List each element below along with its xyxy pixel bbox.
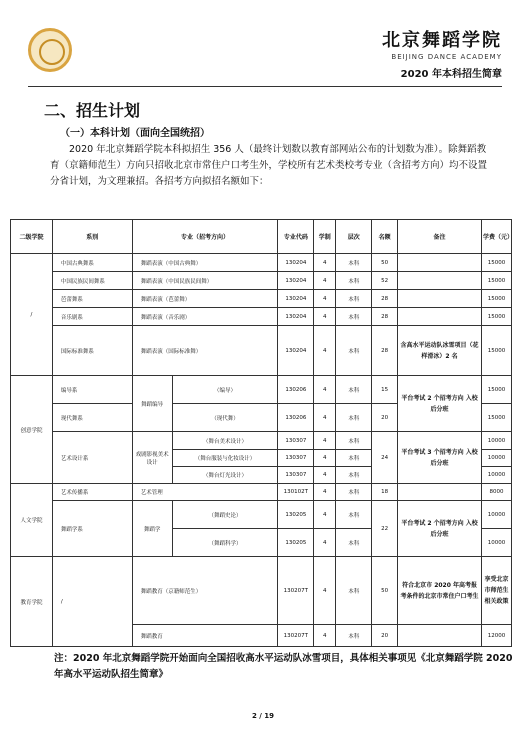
sub-direction-cell: （舞蹈科学）: [172, 529, 278, 557]
major-cell: 舞蹈表演（芭蕾舞）: [132, 290, 278, 308]
header-level: 层次: [336, 220, 372, 254]
major-cell: 舞蹈表演（音乐剧）: [132, 308, 278, 326]
table-row: [11, 290, 512, 308]
code-cell: 130307: [278, 467, 314, 484]
table-row: [11, 272, 512, 290]
fee-cell: 10000: [481, 529, 511, 557]
sub-direction-cell: （舞台美术设计）: [172, 432, 278, 450]
header-dept: 系别: [52, 220, 132, 254]
code-cell: 130204: [278, 326, 314, 376]
header-code: 专业代码: [278, 220, 314, 254]
quota-cell: 15: [372, 376, 398, 404]
major-cell: 艺术管理: [132, 484, 278, 501]
years-cell: 4: [314, 272, 336, 290]
table-row: [11, 254, 512, 272]
college-cell: 人文学院: [11, 484, 53, 557]
note-cell: [398, 308, 482, 326]
page-number: 2 / 19: [251, 712, 275, 720]
fee-cell: 12000: [481, 625, 511, 647]
sub-direction-cell: （舞蹈史论）: [172, 501, 278, 529]
sub-direction-cell: （舞台服装与化妆设计）: [172, 450, 278, 467]
code-cell: 130207T: [278, 557, 314, 625]
fee-cell: 15000: [481, 376, 511, 404]
note-cell: [398, 625, 482, 647]
note-cell: [398, 290, 482, 308]
major-cell: 舞蹈表演（国际标准舞）: [132, 326, 278, 376]
quota-cell: 28: [372, 290, 398, 308]
table-row: [11, 376, 512, 404]
quota-cell: 52: [372, 272, 398, 290]
note-cell: 平台考试 2 个招考方向 入校后分班: [398, 376, 482, 432]
level-cell: 本科: [336, 529, 372, 557]
code-cell: 130207T: [278, 625, 314, 647]
dept-cell: 国际标准舞系: [52, 326, 132, 376]
major-cell: 舞蹈表演（中国民族民间舞）: [132, 272, 278, 290]
level-cell: 本科: [336, 501, 372, 529]
dept-cell: 艺术设计系: [52, 432, 132, 484]
guide-title: 2020 年本科招生简章: [400, 69, 502, 80]
college-cell: 教育学院: [11, 557, 53, 647]
code-cell: 130204: [278, 254, 314, 272]
header-quota: 名额: [372, 220, 398, 254]
dept-cell: 芭蕾舞系: [52, 290, 132, 308]
section-title: 二、招生计划: [44, 101, 141, 120]
level-cell: 本科: [336, 450, 372, 467]
fee-cell: 10000: [481, 501, 511, 529]
table-row: [11, 308, 512, 326]
years-cell: 4: [314, 484, 336, 501]
years-cell: 4: [314, 467, 336, 484]
quota-cell: 20: [372, 625, 398, 647]
fee-cell: 10000: [481, 467, 511, 484]
note-cell: [398, 272, 482, 290]
sub-direction-cell: （现代舞）: [172, 404, 278, 432]
code-cell: 130307: [278, 432, 314, 450]
major-cell: 舞蹈教育: [132, 625, 278, 647]
level-cell: 本科: [336, 308, 372, 326]
code-cell: 130206: [278, 404, 314, 432]
major-cell: 舞蹈编导: [132, 376, 172, 432]
years-cell: 4: [314, 432, 336, 450]
note-cell: 平台考试 3 个招考方向 入校后分班: [398, 432, 482, 484]
note-cell: [398, 254, 482, 272]
school-name: 北京舞蹈学院: [382, 30, 502, 51]
fee-cell: 15000: [481, 326, 511, 376]
header-branding: [322, 26, 502, 80]
code-cell: 130204: [278, 290, 314, 308]
level-cell: 本科: [336, 404, 372, 432]
header-divider: [28, 86, 502, 87]
fee-cell: 8000: [481, 484, 511, 501]
header-years: 学制: [314, 220, 336, 254]
major-cell: 戏剧影视美术设计: [132, 432, 172, 484]
years-cell: 4: [314, 376, 336, 404]
table-row: [11, 557, 512, 625]
major-cell: 舞蹈学: [132, 501, 172, 557]
quota-cell: 18: [372, 484, 398, 501]
code-cell: 130102T: [278, 484, 314, 501]
dept-cell: 舞蹈学系: [52, 501, 132, 557]
years-cell: 4: [314, 254, 336, 272]
dept-cell: 编导系: [52, 376, 132, 404]
table-row: [11, 432, 512, 450]
header-note: 备注: [398, 220, 482, 254]
school-logo: [28, 28, 72, 72]
quota-cell: 50: [372, 557, 398, 625]
code-cell: 130206: [278, 376, 314, 404]
dept-cell: /: [52, 557, 132, 647]
quota-cell: 22: [372, 501, 398, 557]
footnote: 注：2020 年北京舞蹈学院开始面向全国招收高水平运动队冰雪项目，具体相关事项见《北京舞蹈学院 2020 年高水平运动队招生简章》: [54, 653, 513, 680]
table-row: [11, 501, 512, 529]
note-cell: [398, 484, 482, 501]
years-cell: 4: [314, 326, 336, 376]
level-cell: 本科: [336, 484, 372, 501]
years-cell: 4: [314, 450, 336, 467]
years-cell: 4: [314, 557, 336, 625]
level-cell: 本科: [336, 254, 372, 272]
fee-cell: 15000: [481, 404, 511, 432]
years-cell: 4: [314, 404, 336, 432]
code-cell: 130205: [278, 501, 314, 529]
dept-cell: 现代舞系: [52, 404, 132, 432]
header-college: 二级学院: [11, 220, 53, 254]
level-cell: 本科: [336, 557, 372, 625]
level-cell: 本科: [336, 272, 372, 290]
sub-direction-cell: （编导）: [172, 376, 278, 404]
code-cell: 130204: [278, 308, 314, 326]
code-cell: 130307: [278, 450, 314, 467]
table-row: [11, 484, 512, 501]
years-cell: 4: [314, 625, 336, 647]
level-cell: 本科: [336, 376, 372, 404]
major-cell: 舞蹈教育（京籍师范生）: [132, 557, 278, 625]
quota-cell: 50: [372, 254, 398, 272]
dept-cell: 中国古典舞系: [52, 254, 132, 272]
dept-cell: 中国民族民间舞系: [52, 272, 132, 290]
dept-cell: 音乐剧系: [52, 308, 132, 326]
table-row: [11, 326, 512, 376]
quota-cell: 20: [372, 404, 398, 432]
quota-cell: 28: [372, 326, 398, 376]
level-cell: 本科: [336, 625, 372, 647]
level-cell: 本科: [336, 432, 372, 450]
dept-cell: 艺术传播系: [52, 484, 132, 501]
college-cell: /: [11, 254, 53, 376]
note-cell: 平台考试 2 个招考方向 入校后分班: [398, 501, 482, 557]
level-cell: 本科: [336, 290, 372, 308]
years-cell: 4: [314, 529, 336, 557]
level-cell: 本科: [336, 326, 372, 376]
fee-cell: 10000: [481, 432, 511, 450]
fee-cell: 15000: [481, 308, 511, 326]
years-cell: 4: [314, 501, 336, 529]
section-paragraph: 2020 年北京舞蹈学院本科拟招生 356 人（最终计划数以教育部网站公布的计划数为准）。除舞蹈教育（京籍师范生）方向只招收北京市常住户口考生外，学校所有艺术类校考专业（含招考方向）均不设置分省计划，为文理兼招。各招考方向拟招名额如下：: [50, 144, 488, 187]
note-cell: 含高水平运动队冰雪项目（花样滑冰）2 名: [398, 326, 482, 376]
years-cell: 4: [314, 308, 336, 326]
sub-direction-cell: （舞台灯光设计）: [172, 467, 278, 484]
code-cell: 130204: [278, 272, 314, 290]
school-name-en: BEIJING DANCE ACADEMY: [391, 53, 502, 61]
fee-cell: 享受北京市师范生相关政策: [481, 557, 511, 625]
enrollment-table: [10, 219, 512, 647]
quota-cell: 28: [372, 308, 398, 326]
fee-cell: 15000: [481, 290, 511, 308]
level-cell: 本科: [336, 467, 372, 484]
code-cell: 130205: [278, 529, 314, 557]
fee-cell: 15000: [481, 272, 511, 290]
note-cell: 符合北京市 2020 年高考报考条件的北京市常住户口考生: [398, 557, 482, 625]
header-major: 专业（招考方向）: [132, 220, 278, 254]
fee-cell: 10000: [481, 450, 511, 467]
years-cell: 4: [314, 290, 336, 308]
fee-cell: 15000: [481, 254, 511, 272]
section-subtitle: （一）本科计划（面向全国统招）: [60, 128, 210, 139]
header-fee: 学费（元）: [481, 220, 511, 254]
quota-cell: 24: [372, 432, 398, 484]
major-cell: 舞蹈表演（中国古典舞）: [132, 254, 278, 272]
college-cell: 创意学院: [11, 376, 53, 484]
